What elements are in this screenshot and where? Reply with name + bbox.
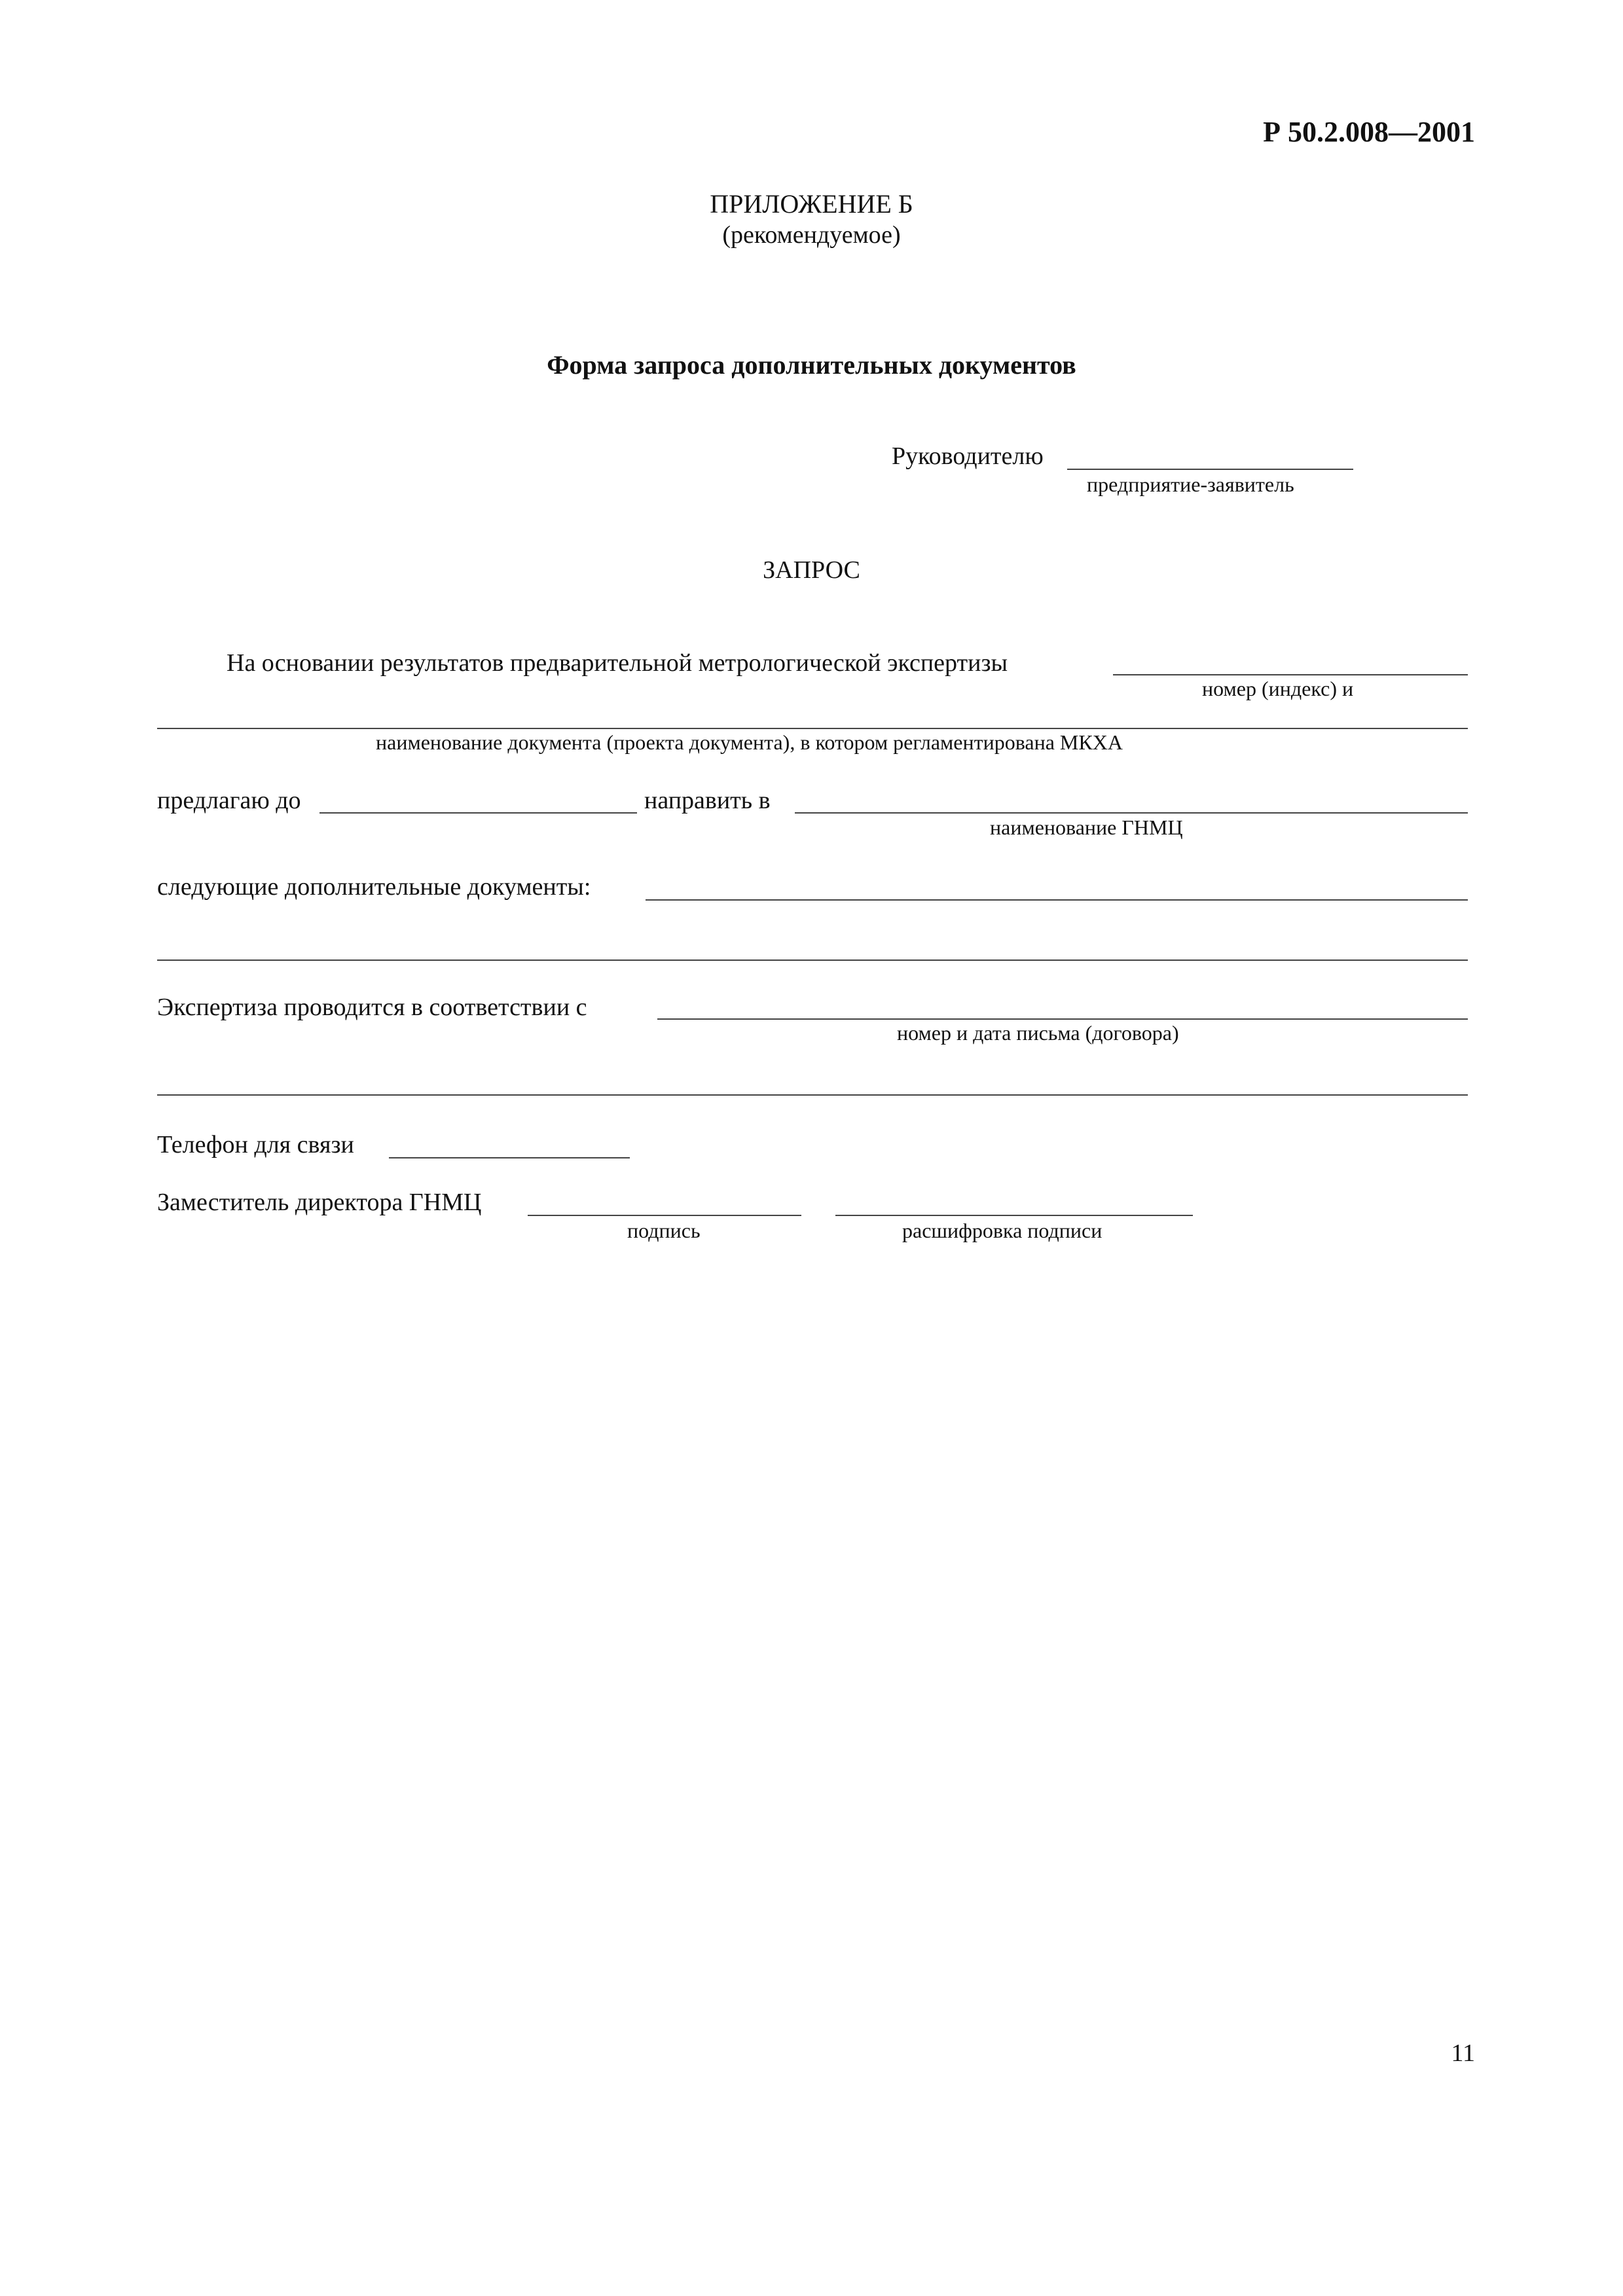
request-title: ЗАПРОС: [763, 556, 860, 584]
signature-name-line: [835, 1215, 1193, 1216]
signature-caption: подпись: [627, 1219, 701, 1242]
deadline-line: [319, 812, 637, 814]
gnmc-name-line: [795, 812, 1468, 814]
signature-label: Заместитель директора ГНМЦ: [157, 1189, 482, 1216]
page-number: 11: [1451, 2039, 1475, 2067]
addressee-caption: предприятие-заявитель: [1087, 473, 1294, 496]
expertise-label: Экспертиза проводится в соответствии с: [157, 994, 587, 1021]
form-title: Форма запроса дополнительных документов: [547, 350, 1076, 380]
paragraph1-text: На основании результатов предварительной метрологической экспертизы: [227, 649, 1008, 677]
send-label: направить в: [644, 787, 771, 814]
document-name-caption: наименование документа (проекта документа), в котором регламентирована МКХА: [376, 730, 1123, 754]
additional-docs-line-2: [157, 960, 1468, 961]
addressee-field-line: [1067, 469, 1353, 470]
document-number-line: [1113, 674, 1468, 675]
letter-number-caption: номер и дата письма (договора): [897, 1021, 1179, 1045]
document-code: Р 50.2.008—2001: [1263, 116, 1475, 148]
signature-name-caption: расшифровка подписи: [902, 1219, 1103, 1242]
expertise-line-2: [157, 1094, 1468, 1096]
phone-label: Телефон для связи: [157, 1131, 354, 1158]
signature-line: [528, 1215, 801, 1216]
phone-line: [389, 1157, 630, 1158]
additional-docs-label: следующие дополнительные документы:: [157, 873, 591, 901]
document-name-line: [157, 728, 1468, 729]
gnmc-name-caption: наименование ГНМЦ: [990, 816, 1183, 839]
additional-docs-line-1: [646, 899, 1468, 901]
letter-number-line: [657, 1018, 1468, 1020]
addressee-label: Руководителю: [892, 442, 1044, 470]
document-number-caption: номер (индекс) и: [1202, 677, 1354, 700]
propose-label: предлагаю до: [157, 787, 301, 814]
appendix-title: ПРИЛОЖЕНИЕ Б: [710, 189, 913, 219]
appendix-note: (рекомендуемое): [722, 221, 901, 249]
